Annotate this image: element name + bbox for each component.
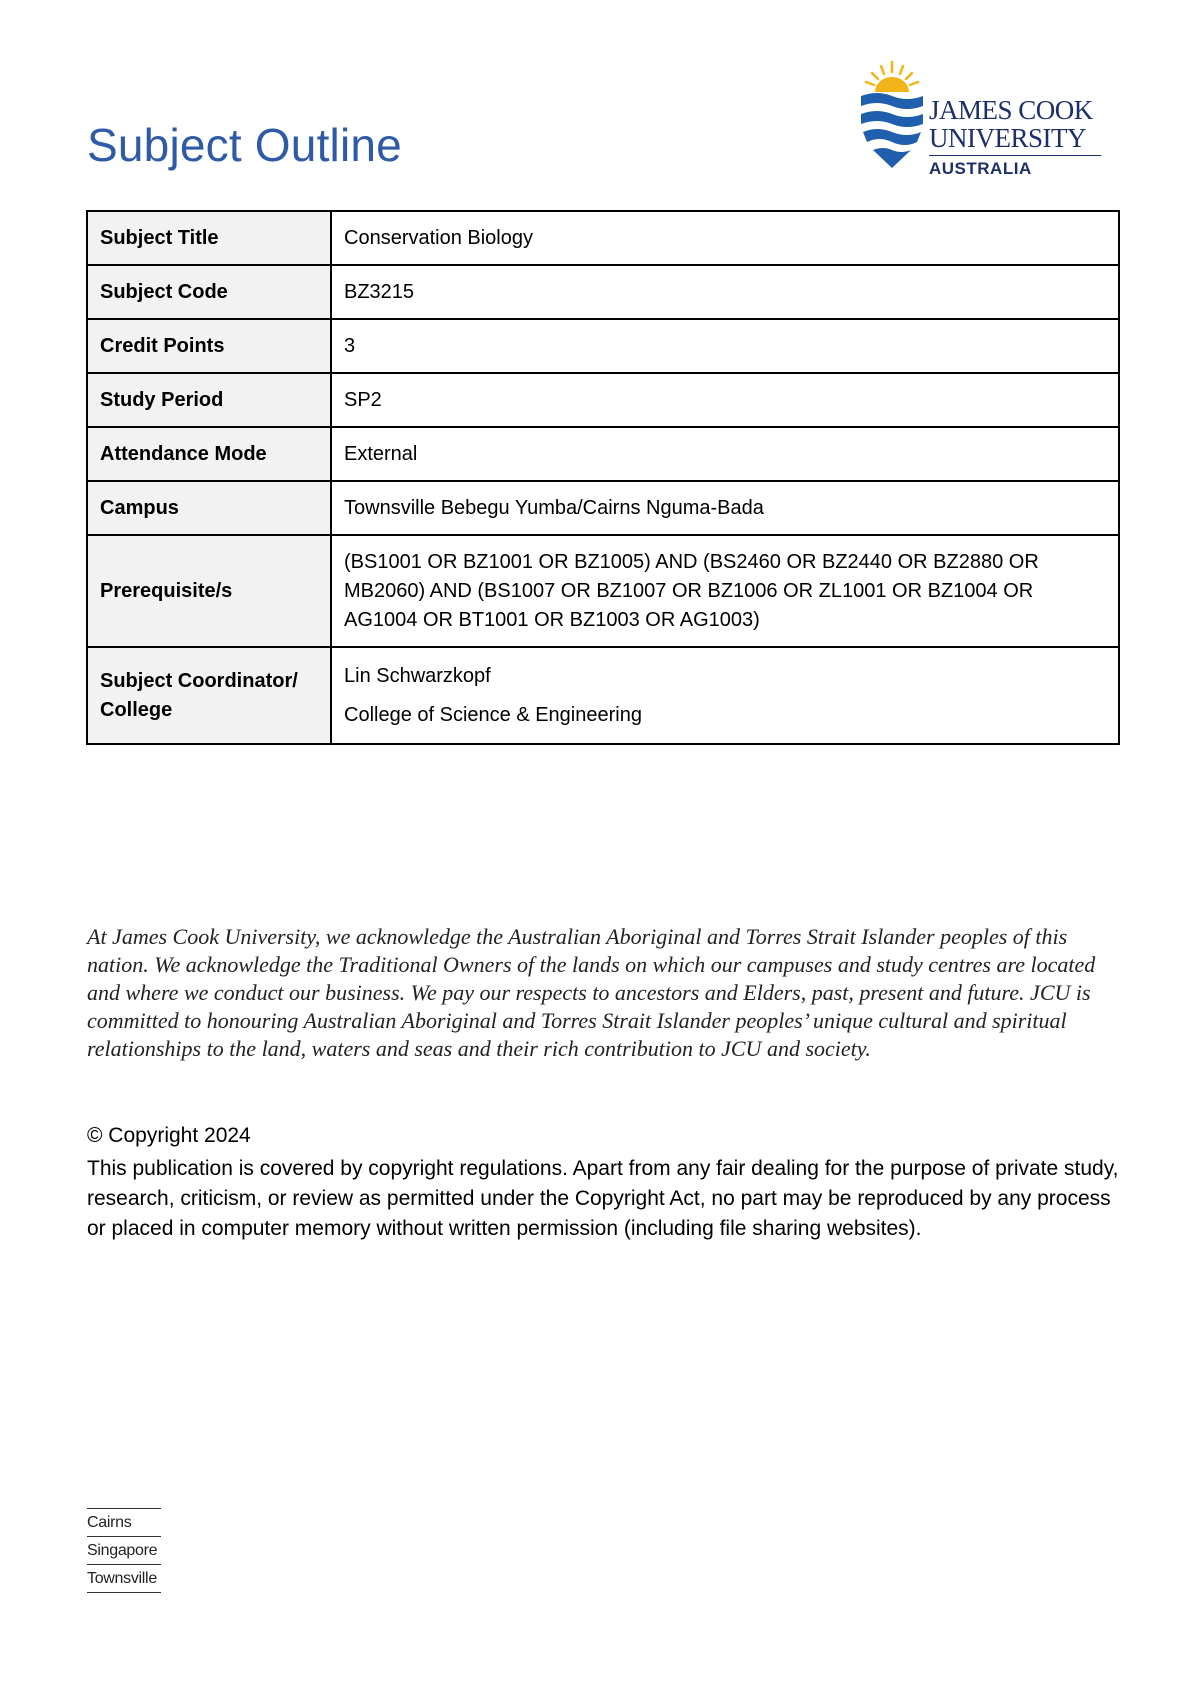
coordinator-name: Lin Schwarzkopf (344, 664, 491, 687)
row-value-group (331, 647, 1119, 744)
table-row-prerequisites (87, 535, 1119, 647)
table-row-credit-points (87, 319, 1119, 373)
row-label: Subject Title (87, 211, 331, 265)
copyright-notice: This publication is covered by copyright regulations. Apart from any fair dealing for the purpose of private study, research, criticism, or review as permitted under the Copyright Act, no part may be reproduced by any process or placed in computer memory without written permission (including file sharing websites). (87, 1157, 1119, 1240)
list-item: Cairns (87, 1514, 132, 1531)
row-value: 3 (331, 319, 1119, 373)
row-value: External (331, 427, 1119, 481)
table-row-attendance-mode (87, 427, 1119, 481)
table-row-subject-title (87, 211, 1119, 265)
table-row-study-period (87, 373, 1119, 427)
campus-list (87, 1508, 161, 1593)
logo-line-australia: AUSTRALIA (929, 159, 1032, 178)
subject-details-table (86, 210, 1120, 745)
row-label: Campus (87, 481, 331, 535)
row-value: (BS1001 OR BZ1001 OR BZ1005) AND (BS2460 OR BZ2440 OR BZ2880 OR MB2060) AND (BS1007 OR BZ1007 OR BZ1006 OR ZL1001 OR BZ1004 OR AG1004 OR BT1001 OR BZ1003 OR AG1003) (331, 535, 1119, 647)
logo-line-university: UNIVERSITY (929, 123, 1086, 153)
row-label: Subject Code (87, 265, 331, 319)
jcu-logo (857, 60, 1107, 180)
copyright-heading: © Copyright 2024 (87, 1124, 251, 1147)
list-item: Singapore (87, 1542, 158, 1559)
acknowledgement-of-country: At James Cook University, we acknowledge the Australian Aboriginal and Torres Strait Islander peoples of this nation. We acknowledge the Traditional Owners of the lands on which our campuses and study centres are located and where we conduct our business. We pay our respects to ancestors and Elders, past, present and future. JCU is committed to honouring Australian Aboriginal and Torres Strait Islander peoples’ unique cultural and spiritual relationships to the land, waters and seas and their rich contribution to JCU and society. (87, 924, 1096, 1061)
jcu-logo-emblem-icon (857, 60, 927, 172)
row-value: Conservation Biology (331, 211, 1119, 265)
table-row-coordinator (87, 647, 1119, 744)
logo-line-james-cook: JAMES COOK (929, 95, 1093, 125)
page-title: Subject Outline (87, 119, 402, 171)
list-item: Townsville (87, 1570, 157, 1587)
row-value: BZ3215 (331, 265, 1119, 319)
logo-divider (929, 155, 1101, 156)
table-row-campus (87, 481, 1119, 535)
row-label: Prerequisite/s (87, 535, 331, 647)
table-row-subject-code (87, 265, 1119, 319)
row-label: Attendance Mode (87, 427, 331, 481)
row-value: Townsville Bebegu Yumba/Cairns Nguma-Bada (331, 481, 1119, 535)
divider (87, 1592, 161, 1593)
college-name: College of Science & Engineering (344, 703, 642, 726)
row-label: Credit Points (87, 319, 331, 373)
row-label: Study Period (87, 373, 331, 427)
row-value: SP2 (331, 373, 1119, 427)
row-label: Subject Coordinator/ College (87, 647, 331, 744)
